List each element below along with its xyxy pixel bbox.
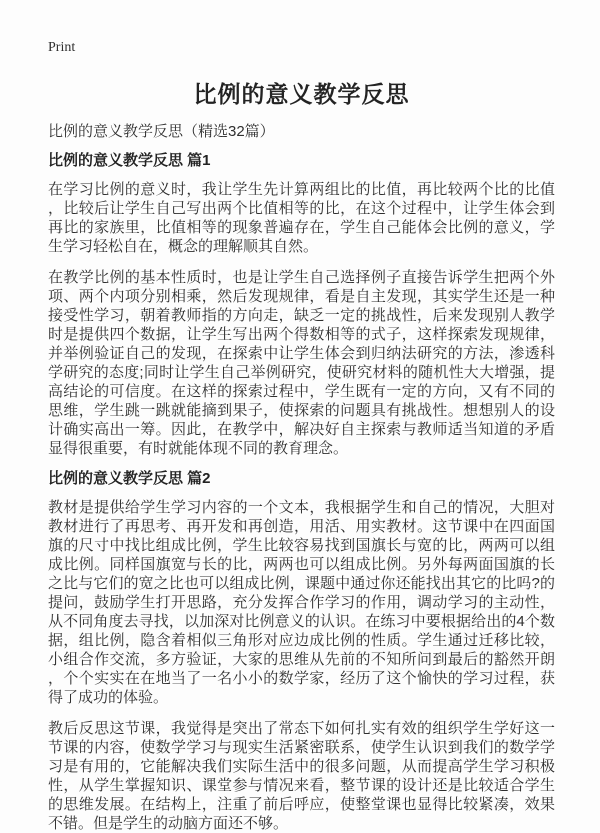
paragraph: 教材是提供给学生学习内容的一个文本，我根据学生和自己的情况，大胆对教材进行了再思考、再开发和再创造，用活、用实教材。这节课中在四面国旗的尺寸中找比组成比例，学生比较容易找到国旗长与宽的比，两两可以组成比例。同样国旗宽与长的比，两两也可以组成比例。另外每两面国旗的长之比与它们的宽之比也可以组成比例，课题中通过你还能找出其它的比吗?的提问，鼓励学生打开思路，充分发挥合作学习的作用，调动学习的主动性，从不同角度去寻找，以加深对比例意义的认识。在练习中要根据给出的4个数据，组比例，隐含着相似三角形对应边成比例的性质。学生通过迁移比较，小组合作交流，多方验证，大家的思维从先前的不知所问到最后的豁然开朗，个个实实在在地当了一名小小的数学家，经历了这个愉快的学习过程，获得了成功的体验。 — [48, 499, 555, 706]
paragraph: 教后反思这节课，我觉得是突出了常态下如何扎实有效的组织学生学好这一节课的内容，使数学学习与现实生活紧密联系，使学生认识到我们的数学学习是有用的，它能解决我们实际生活中的很多问题，从而提高学生学习积极性，从学生掌握知识、课堂参与情况来看，整节课的设计还是比较适合学生的思维发展。在结构上，注重了前后呼应，使整堂课也显得比较紧凑，效果不错。但是学生的动脑方面还不够。 — [48, 720, 555, 832]
print-link[interactable]: Print — [48, 40, 76, 55]
page-title: 比例的意义教学反思 — [193, 81, 410, 107]
paragraph: 在教学比例的基本性质时，也是让学生自己选择例子直接告诉学生把两个外项、两个内项分别相乘，然后发现规律，看是自主发现，其实学生还是一种接受性学习，朝着教师指的方向走，缺乏一定的挑战性，后来发现别人教学时是提供四个数据，让学生写出两个得数相等的式子，这样探索发现规律，并举例验证自己的发现，在探索中让学生体会到归纳法研究的方法，渗透科学研究的态度;同时让学生自己举例研究，使研究材料的随机性大大增强，提高结论的可信度。在这样的探索过程中，学生既有一定的方向，又有不同的思维，学生跳一跳就能摘到果子，使探索的问题具有挑战性。想想别人的设计确实高出一筹。因此，在教学中，解决好自主探索与教师适当知道的矛盾显得很重要，有时就能体现不同的教育理念。 — [48, 269, 555, 457]
document-subtitle: 比例的意义教学反思（精选32篇） — [48, 123, 275, 140]
section-heading-pian1: 比例的意义教学反思 篇1 — [48, 152, 211, 169]
section-heading-pian2: 比例的意义教学反思 篇2 — [48, 470, 211, 487]
paragraph: 在学习比例的意义时，我让学生先计算两组比的比值，再比较两个比的比值，比较后让学生自己写出两个比值相等的比，在这个过程中，让学生体会到再比的家族里，比值相等的现象普遍存在，学生自己能体会比例的意义，学生学习轻松自在，概念的理解顺其自然。 — [48, 181, 555, 255]
